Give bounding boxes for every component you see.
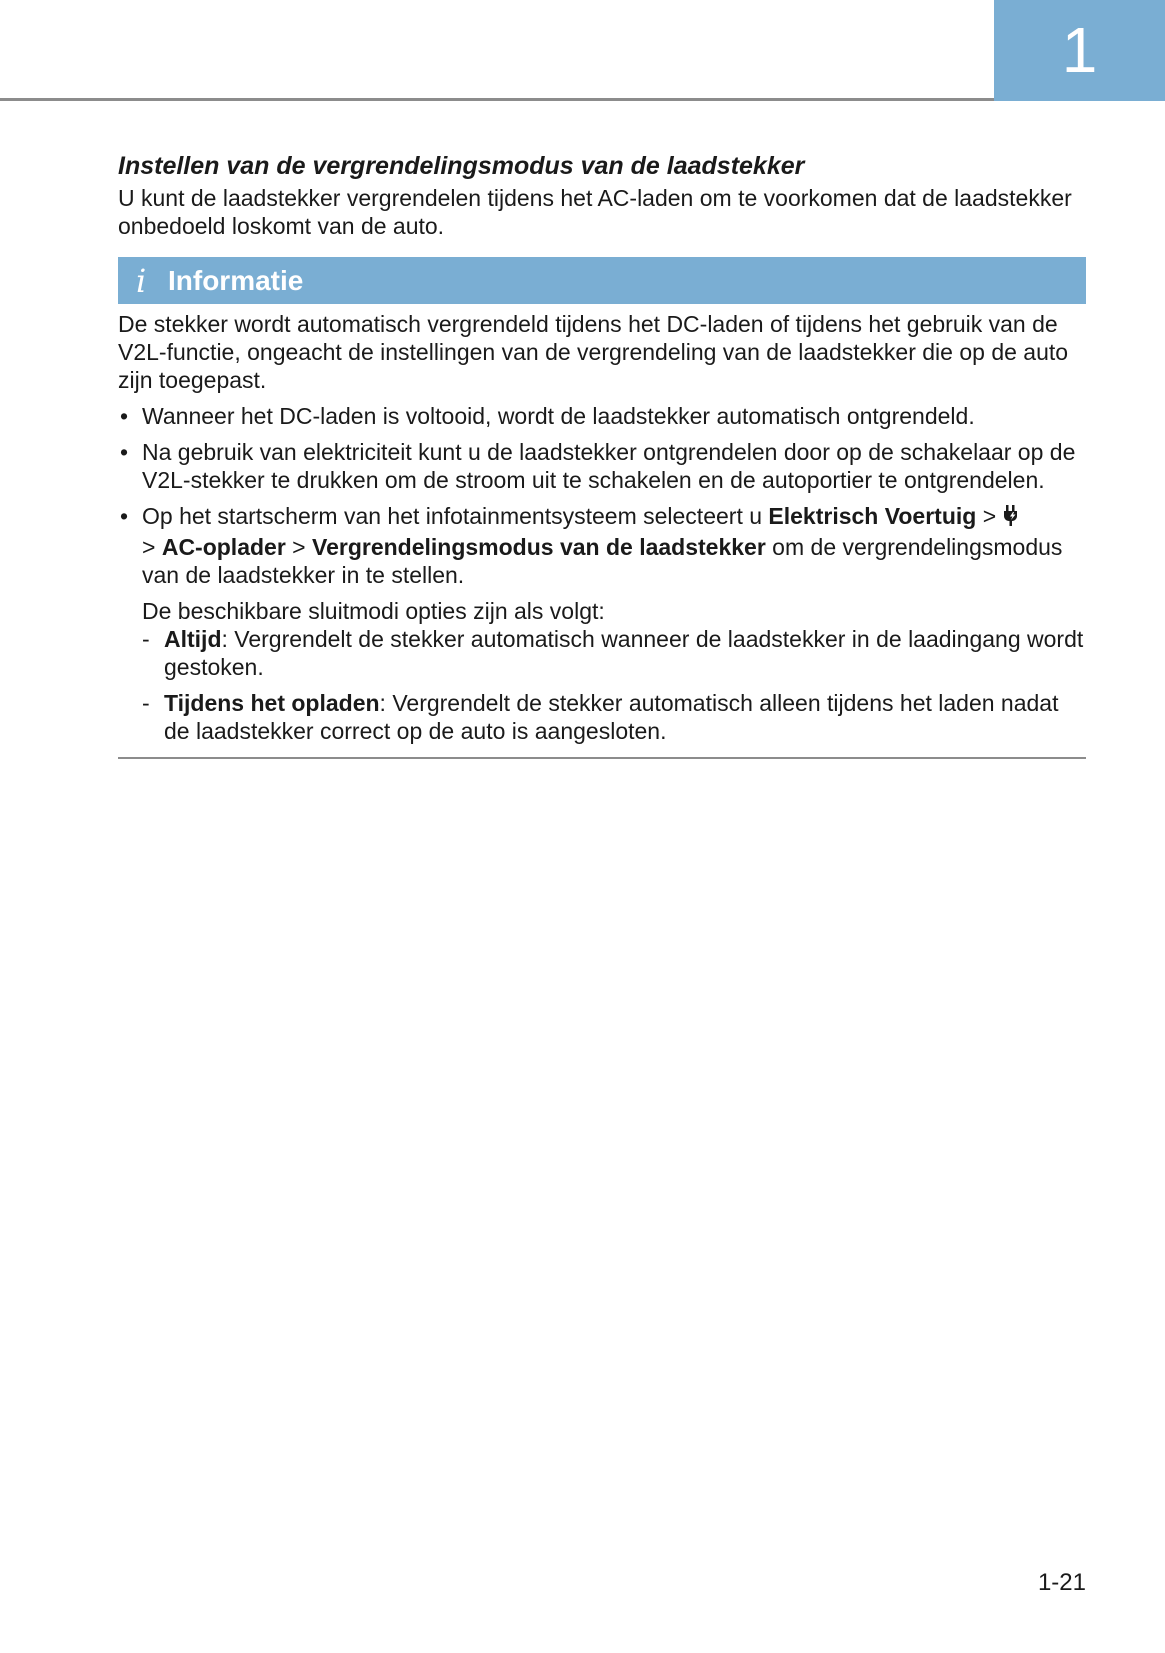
options-list	[118, 625, 1086, 745]
list-item	[118, 438, 1086, 494]
page-content	[118, 148, 1086, 759]
menu-separator: >	[142, 534, 162, 560]
menu-vergrendelingsmodus: Vergrendelingsmodus van de laadstekker	[312, 534, 766, 560]
chapter-number: 1	[1061, 14, 1098, 86]
charging-plug-icon	[1003, 505, 1021, 533]
option-term: Tijdens het opladen	[164, 690, 380, 716]
bullet-lead: Op het startscherm van het infotainmentsysteem selecteert u	[142, 503, 769, 529]
section-title: Instellen van de vergrendelingsmodus van de laadstekker	[118, 152, 805, 180]
bullet-text: Wanneer het DC-laden is voltooid, wordt de laadstekker automatisch ontgrendeld.	[142, 403, 975, 429]
info-title: Informatie	[168, 264, 304, 296]
bullet-mark: •	[120, 403, 129, 429]
list-item	[118, 402, 1086, 430]
page-number: 1-21	[1037, 1569, 1086, 1596]
dash-mark: -	[142, 690, 150, 716]
bullet-mark: •	[120, 439, 129, 465]
info-icon: i	[136, 261, 147, 300]
list-item	[118, 502, 1086, 589]
dash-mark: -	[142, 626, 150, 652]
option-description: : Vergrendelt de stekker automatisch wanneer de laadstekker in de laadingang wordt gestoken.	[164, 626, 1084, 680]
bullet-mark: •	[120, 503, 129, 529]
info-text: De stekker wordt automatisch vergrendeld tijdens het DC-laden of tijdens het gebruik van de V2L-functie, ongeacht de instellingen van de vergrendeling van de laadstekker die op de auto zijn toegepast.	[118, 311, 1069, 393]
option-description: : Vergrendelt de stekker automatisch alleen tijdens het laden nadat de laadstekker correct op de auto is aangesloten.	[164, 690, 1059, 744]
list-item	[142, 625, 1086, 681]
menu-separator: >	[976, 503, 1003, 529]
option-term: Altijd	[164, 626, 222, 652]
options-intro: De beschikbare sluitmodi opties zijn als volgt:	[142, 598, 605, 624]
info-box-body	[118, 304, 1086, 745]
header-rule	[0, 98, 994, 101]
info-bullet-list	[118, 402, 1086, 589]
section-intro: U kunt de laadstekker vergrendelen tijdens het AC-laden om te voorkomen dat de laadstekker onbedoeld loskomt van de auto.	[118, 185, 1072, 239]
info-box-header	[118, 257, 1086, 304]
bullet-text: Na gebruik van elektriciteit kunt u de laadstekker ontgrendelen door op de schakelaar op de V2L-stekker te drukken om de stroom uit te schakelen en de autoportier te ontgrendelen.	[142, 439, 1076, 493]
menu-elektrisch-voertuig: Elektrisch Voertuig	[768, 503, 977, 529]
info-box-bottom-rule	[118, 757, 1086, 759]
bullet-tail: om de vergrendelingsmodus van de laadstekker in te stellen.	[142, 534, 1063, 588]
menu-ac-oplader: AC-oplader	[161, 534, 286, 560]
menu-separator: >	[285, 534, 312, 560]
list-item	[142, 689, 1086, 745]
chapter-tab	[994, 0, 1165, 101]
